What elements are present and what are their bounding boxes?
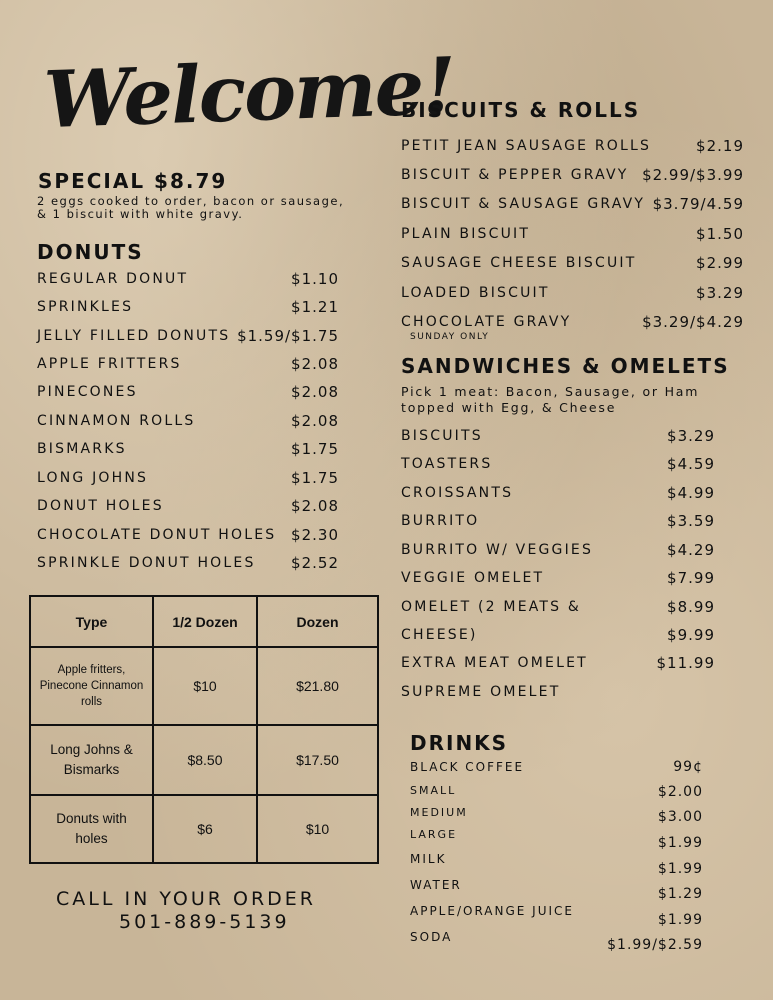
table-cell-type: Apple fritters, Pinecone Cinnamon rolls (30, 647, 153, 725)
biscuit-item-price: $1.50 (696, 225, 744, 243)
donut-item-name: SPRINKLES (37, 299, 134, 315)
donut-item-price: $1.59/$1.75 (237, 327, 339, 345)
drink-item-name: APPLE/ORANGE JUICE (410, 904, 574, 918)
table-cell-dozen: $10 (257, 795, 378, 863)
biscuit-item-price: $2.99 (696, 254, 744, 272)
donut-item-price: $2.08 (291, 497, 339, 515)
biscuit-item-name: PETIT JEAN SAUSAGE ROLLS (401, 138, 652, 154)
sandwich-item-price: $11.99 (656, 654, 715, 672)
drink-item-name: WATER (410, 878, 462, 892)
donut-item-price: $2.08 (291, 383, 339, 401)
sandwich-item-name: BISCUITS (401, 428, 483, 444)
sandwich-item-name: TOASTERS (401, 456, 493, 472)
biscuit-item-name: LOADED BISCUIT (401, 285, 550, 301)
table-cell-type: Donuts with holes (30, 795, 153, 863)
drink-item-name: LARGE (410, 828, 458, 841)
sandwich-item-price: $4.99 (667, 484, 715, 502)
sandwich-item-name: BURRITO W/ VEGGIES (401, 542, 594, 558)
donut-item-name: SPRINKLE DONUT HOLES (37, 555, 256, 571)
sandwich-item-name: EXTRA MEAT OMELET (401, 655, 588, 671)
drink-item-price: 99¢ (673, 759, 703, 775)
biscuit-item-price: $3.29/$4.29 (642, 313, 744, 331)
drink-item-name: MILK (410, 852, 447, 866)
drink-item-price: $1.99 (657, 835, 703, 851)
drink-item-name: SODA (410, 930, 453, 944)
table-header-row (30, 596, 378, 647)
drink-item-price: $1.99 (657, 912, 703, 928)
sandwich-item-name: VEGGIE OMELET (401, 570, 545, 586)
table-header: Type (30, 596, 153, 647)
special-description: 2 eggs cooked to order, bacon or sausage, & 1 biscuit with white gravy. (37, 194, 345, 221)
donut-item-price: $2.30 (291, 526, 339, 544)
sandwich-item-price: $4.29 (667, 541, 715, 559)
special-title: SPECIAL $8.79 (38, 169, 228, 193)
donut-item-price: $2.08 (291, 355, 339, 373)
biscuit-item-name: PLAIN BISCUIT (401, 226, 531, 242)
sandwich-item-name: BURRITO (401, 513, 480, 529)
donut-item-name: LONG JOHNS (37, 470, 149, 486)
donut-item-price: $1.75 (291, 469, 339, 487)
biscuit-item-name: BISCUIT & SAUSAGE GRAVY (401, 196, 646, 212)
sandwich-item-price: $9.99 (667, 626, 715, 644)
donut-item-price: $1.10 (291, 270, 339, 288)
welcome-heading: Welcome! (42, 40, 456, 147)
drink-item-price: $3.00 (657, 809, 703, 825)
table-row (30, 725, 378, 795)
donut-item-price: $1.75 (291, 440, 339, 458)
drinks-title: DRINKS (410, 731, 509, 755)
sandwich-item-name: OMELET (2 MEATS & (401, 599, 582, 615)
donut-item-price: $1.21 (291, 298, 339, 316)
phone-number[interactable]: 501-889-5139 (119, 911, 290, 933)
donuts-title: DONUTS (37, 240, 144, 264)
drink-item-price: $1.99/$2.59 (607, 937, 703, 953)
table-cell-dozen: $17.50 (257, 725, 378, 795)
table-row (30, 647, 378, 725)
drink-item-price: $1.99 (657, 861, 703, 877)
drink-item-price: $1.29 (657, 886, 703, 902)
sandwich-item-price: $4.59 (667, 455, 715, 473)
biscuit-item-price: $3.29 (696, 284, 744, 302)
biscuits-title: BISCUITS & ROLLS (401, 98, 641, 122)
table-header: Dozen (257, 596, 378, 647)
donut-item-name: JELLY FILLED DONUTS (37, 328, 231, 344)
sandwich-item-name: CROISSANTS (401, 485, 514, 501)
sandwich-item-price: $3.59 (667, 512, 715, 530)
donut-item-name: BISMARKS (37, 441, 127, 457)
drink-item-price: $2.00 (657, 784, 703, 800)
biscuit-item-name: SAUSAGE CHEESE BISCUIT (401, 255, 637, 271)
sandwich-item-price: $8.99 (667, 598, 715, 616)
donut-item-price: $2.08 (291, 412, 339, 430)
donut-item-name: CHOCOLATE DONUT HOLES (37, 527, 277, 543)
sunday-only-note: SUNDAY ONLY (410, 332, 490, 342)
donut-item-price: $2.52 (291, 554, 339, 572)
biscuit-item-name: BISCUIT & PEPPER GRAVY (401, 167, 629, 183)
sandwich-item-name: SUPREME OMELET (401, 684, 561, 700)
table-header: 1/2 Dozen (153, 596, 257, 647)
donut-item-name: DONUT HOLES (37, 498, 164, 514)
table-row (30, 795, 378, 863)
table-cell-half: $10 (153, 647, 257, 725)
sandwich-item-price: $3.29 (667, 427, 715, 445)
sandwiches-title: SANDWICHES & OMELETS (401, 354, 730, 378)
donut-item-name: CINNAMON ROLLS (37, 413, 196, 429)
biscuit-item-name: CHOCOLATE GRAVY (401, 314, 572, 330)
call-in-order-text: CALL IN YOUR ORDER (56, 888, 316, 910)
drink-item-name: SMALL (410, 784, 457, 797)
table-cell-type: Long Johns & Bismarks (30, 725, 153, 795)
table-cell-half: $8.50 (153, 725, 257, 795)
drink-item-name: BLACK COFFEE (410, 760, 525, 774)
donut-item-name: REGULAR DONUT (37, 271, 189, 287)
biscuit-item-price: $3.79/4.59 (652, 195, 744, 213)
dozen-price-table (29, 595, 379, 864)
biscuit-item-price: $2.99/$3.99 (642, 166, 744, 184)
sandwiches-description: Pick 1 meat: Bacon, Sausage, or Ham topped with Egg, & Cheese (401, 384, 700, 415)
donut-item-name: APPLE FRITTERS (37, 356, 182, 372)
sandwich-item-price: $7.99 (667, 569, 715, 587)
drink-item-name: MEDIUM (410, 806, 468, 819)
biscuit-item-price: $2.19 (696, 137, 744, 155)
sandwich-item-name: CHEESE) (401, 627, 478, 643)
donut-item-name: PINECONES (37, 384, 138, 400)
table-cell-dozen: $21.80 (257, 647, 378, 725)
table-cell-half: $6 (153, 795, 257, 863)
